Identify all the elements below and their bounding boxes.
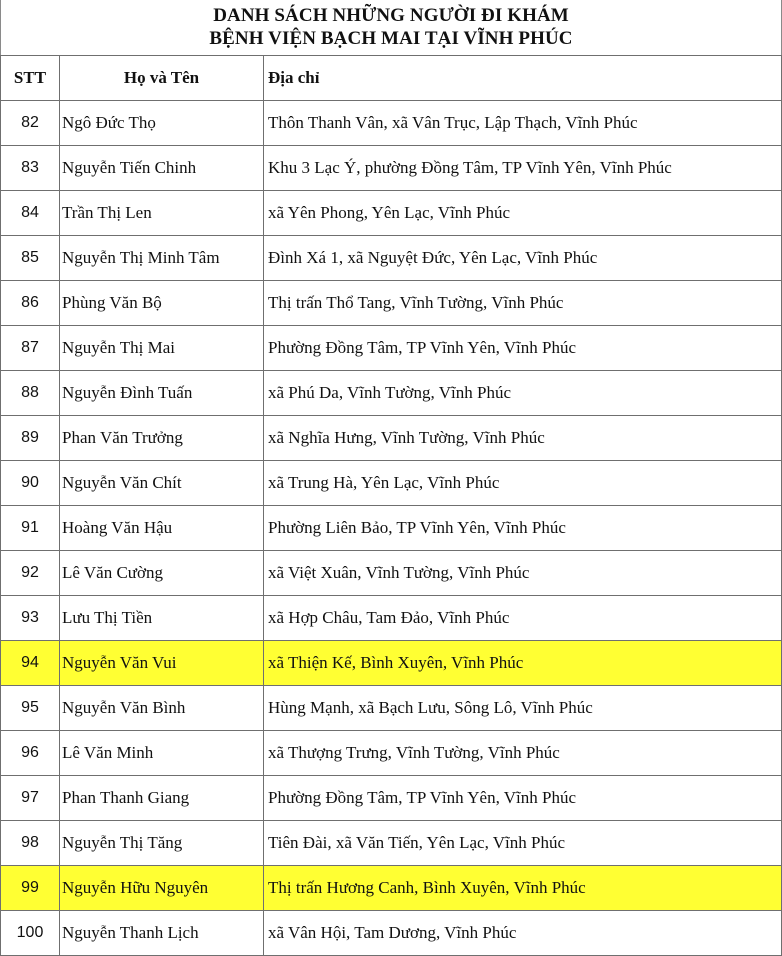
- name-cell: Phan Văn Trưởng: [60, 416, 264, 461]
- row-number-cell: 90: [1, 461, 60, 506]
- address-cell: xã Trung Hà, Yên Lạc, Vĩnh Phúc: [264, 461, 782, 506]
- table-body: [1, 101, 782, 956]
- address-cell: xã Phú Da, Vĩnh Tường, Vĩnh Phúc: [264, 371, 782, 416]
- address-cell: Hùng Mạnh, xã Bạch Lưu, Sông Lô, Vĩnh Phúc: [264, 686, 782, 731]
- name-cell: Ngô Đức Thọ: [60, 101, 264, 146]
- name-cell: Lê Văn Cường: [60, 551, 264, 596]
- address-cell: Khu 3 Lạc Ý, phường Đồng Tâm, TP Vĩnh Yên, Vĩnh Phúc: [264, 146, 782, 191]
- address-cell: Thị trấn Hương Canh, Bình Xuyên, Vĩnh Phúc: [264, 866, 782, 911]
- name-cell: Nguyễn Thị Mai: [60, 326, 264, 371]
- row-number-cell: 92: [1, 551, 60, 596]
- name-cell: Nguyễn Hữu Nguyên: [60, 866, 264, 911]
- address-cell: Phường Đồng Tâm, TP Vĩnh Yên, Vĩnh Phúc: [264, 326, 782, 371]
- table-row: [1, 821, 782, 866]
- patient-list-table: [0, 55, 782, 956]
- address-cell: xã Thiện Kế, Bình Xuyên, Vĩnh Phúc: [264, 641, 782, 686]
- document-title: [1, 0, 781, 55]
- name-cell: Hoàng Văn Hậu: [60, 506, 264, 551]
- row-number-cell: 98: [1, 821, 60, 866]
- row-number-cell: 84: [1, 191, 60, 236]
- column-header-address: Địa chỉ: [264, 56, 782, 101]
- row-number-cell: 94: [1, 641, 60, 686]
- row-number-cell: 89: [1, 416, 60, 461]
- name-cell: Lưu Thị Tiền: [60, 596, 264, 641]
- row-number-cell: 93: [1, 596, 60, 641]
- address-cell: Phường Đồng Tâm, TP Vĩnh Yên, Vĩnh Phúc: [264, 776, 782, 821]
- address-cell: Đình Xá 1, xã Nguyệt Đức, Yên Lạc, Vĩnh Phúc: [264, 236, 782, 281]
- address-cell: Phường Liên Bảo, TP Vĩnh Yên, Vĩnh Phúc: [264, 506, 782, 551]
- name-cell: Lê Văn Minh: [60, 731, 264, 776]
- row-number-cell: 96: [1, 731, 60, 776]
- table-row-highlighted: [1, 866, 782, 911]
- table-row: [1, 326, 782, 371]
- row-number-cell: 85: [1, 236, 60, 281]
- table-row: [1, 416, 782, 461]
- table-row: [1, 371, 782, 416]
- address-cell: xã Thượng Trưng, Vĩnh Tường, Vĩnh Phúc: [264, 731, 782, 776]
- table-row: [1, 191, 782, 236]
- table-row: [1, 281, 782, 326]
- name-cell: Phùng Văn Bộ: [60, 281, 264, 326]
- table-row: [1, 461, 782, 506]
- name-cell: Nguyễn Văn Bình: [60, 686, 264, 731]
- address-cell: xã Việt Xuân, Vĩnh Tường, Vĩnh Phúc: [264, 551, 782, 596]
- table-row: [1, 776, 782, 821]
- table-row: [1, 596, 782, 641]
- address-cell: Thôn Thanh Vân, xã Vân Trục, Lập Thạch, Vĩnh Phúc: [264, 101, 782, 146]
- name-cell: Nguyễn Văn Chít: [60, 461, 264, 506]
- name-cell: Nguyễn Thị Tăng: [60, 821, 264, 866]
- name-cell: Nguyễn Thị Minh Tâm: [60, 236, 264, 281]
- address-cell: xã Hợp Châu, Tam Đảo, Vĩnh Phúc: [264, 596, 782, 641]
- row-number-cell: 83: [1, 146, 60, 191]
- table-row: [1, 731, 782, 776]
- table-row: [1, 101, 782, 146]
- row-number-cell: 87: [1, 326, 60, 371]
- name-cell: Phan Thanh Giang: [60, 776, 264, 821]
- name-cell: Nguyễn Tiến Chinh: [60, 146, 264, 191]
- table-row: [1, 236, 782, 281]
- address-cell: Tiên Đài, xã Văn Tiến, Yên Lạc, Vĩnh Phúc: [264, 821, 782, 866]
- table-row: [1, 911, 782, 956]
- address-cell: xã Yên Phong, Yên Lạc, Vĩnh Phúc: [264, 191, 782, 236]
- table-row: [1, 551, 782, 596]
- row-number-cell: 99: [1, 866, 60, 911]
- name-cell: Nguyễn Đình Tuấn: [60, 371, 264, 416]
- address-cell: xã Vân Hội, Tam Dương, Vĩnh Phúc: [264, 911, 782, 956]
- table-row: [1, 506, 782, 551]
- column-header-stt: STT: [1, 56, 60, 101]
- address-cell: Thị trấn Thổ Tang, Vĩnh Tường, Vĩnh Phúc: [264, 281, 782, 326]
- title-line-2: BỆNH VIỆN BẠCH MAI TẠI VĨNH PHÚC: [209, 28, 573, 49]
- table-row-highlighted: [1, 641, 782, 686]
- table-row: [1, 686, 782, 731]
- row-number-cell: 82: [1, 101, 60, 146]
- name-cell: Nguyễn Văn Vui: [60, 641, 264, 686]
- row-number-cell: 100: [1, 911, 60, 956]
- name-cell: Trần Thị Len: [60, 191, 264, 236]
- title-line-1: DANH SÁCH NHỮNG NGƯỜI ĐI KHÁM: [213, 5, 569, 26]
- table-header-row: [1, 56, 782, 101]
- row-number-cell: 91: [1, 506, 60, 551]
- row-number-cell: 95: [1, 686, 60, 731]
- table-row: [1, 146, 782, 191]
- name-cell: Nguyễn Thanh Lịch: [60, 911, 264, 956]
- row-number-cell: 97: [1, 776, 60, 821]
- row-number-cell: 88: [1, 371, 60, 416]
- column-header-name: Họ và Tên: [60, 56, 264, 101]
- address-cell: xã Nghĩa Hưng, Vĩnh Tường, Vĩnh Phúc: [264, 416, 782, 461]
- row-number-cell: 86: [1, 281, 60, 326]
